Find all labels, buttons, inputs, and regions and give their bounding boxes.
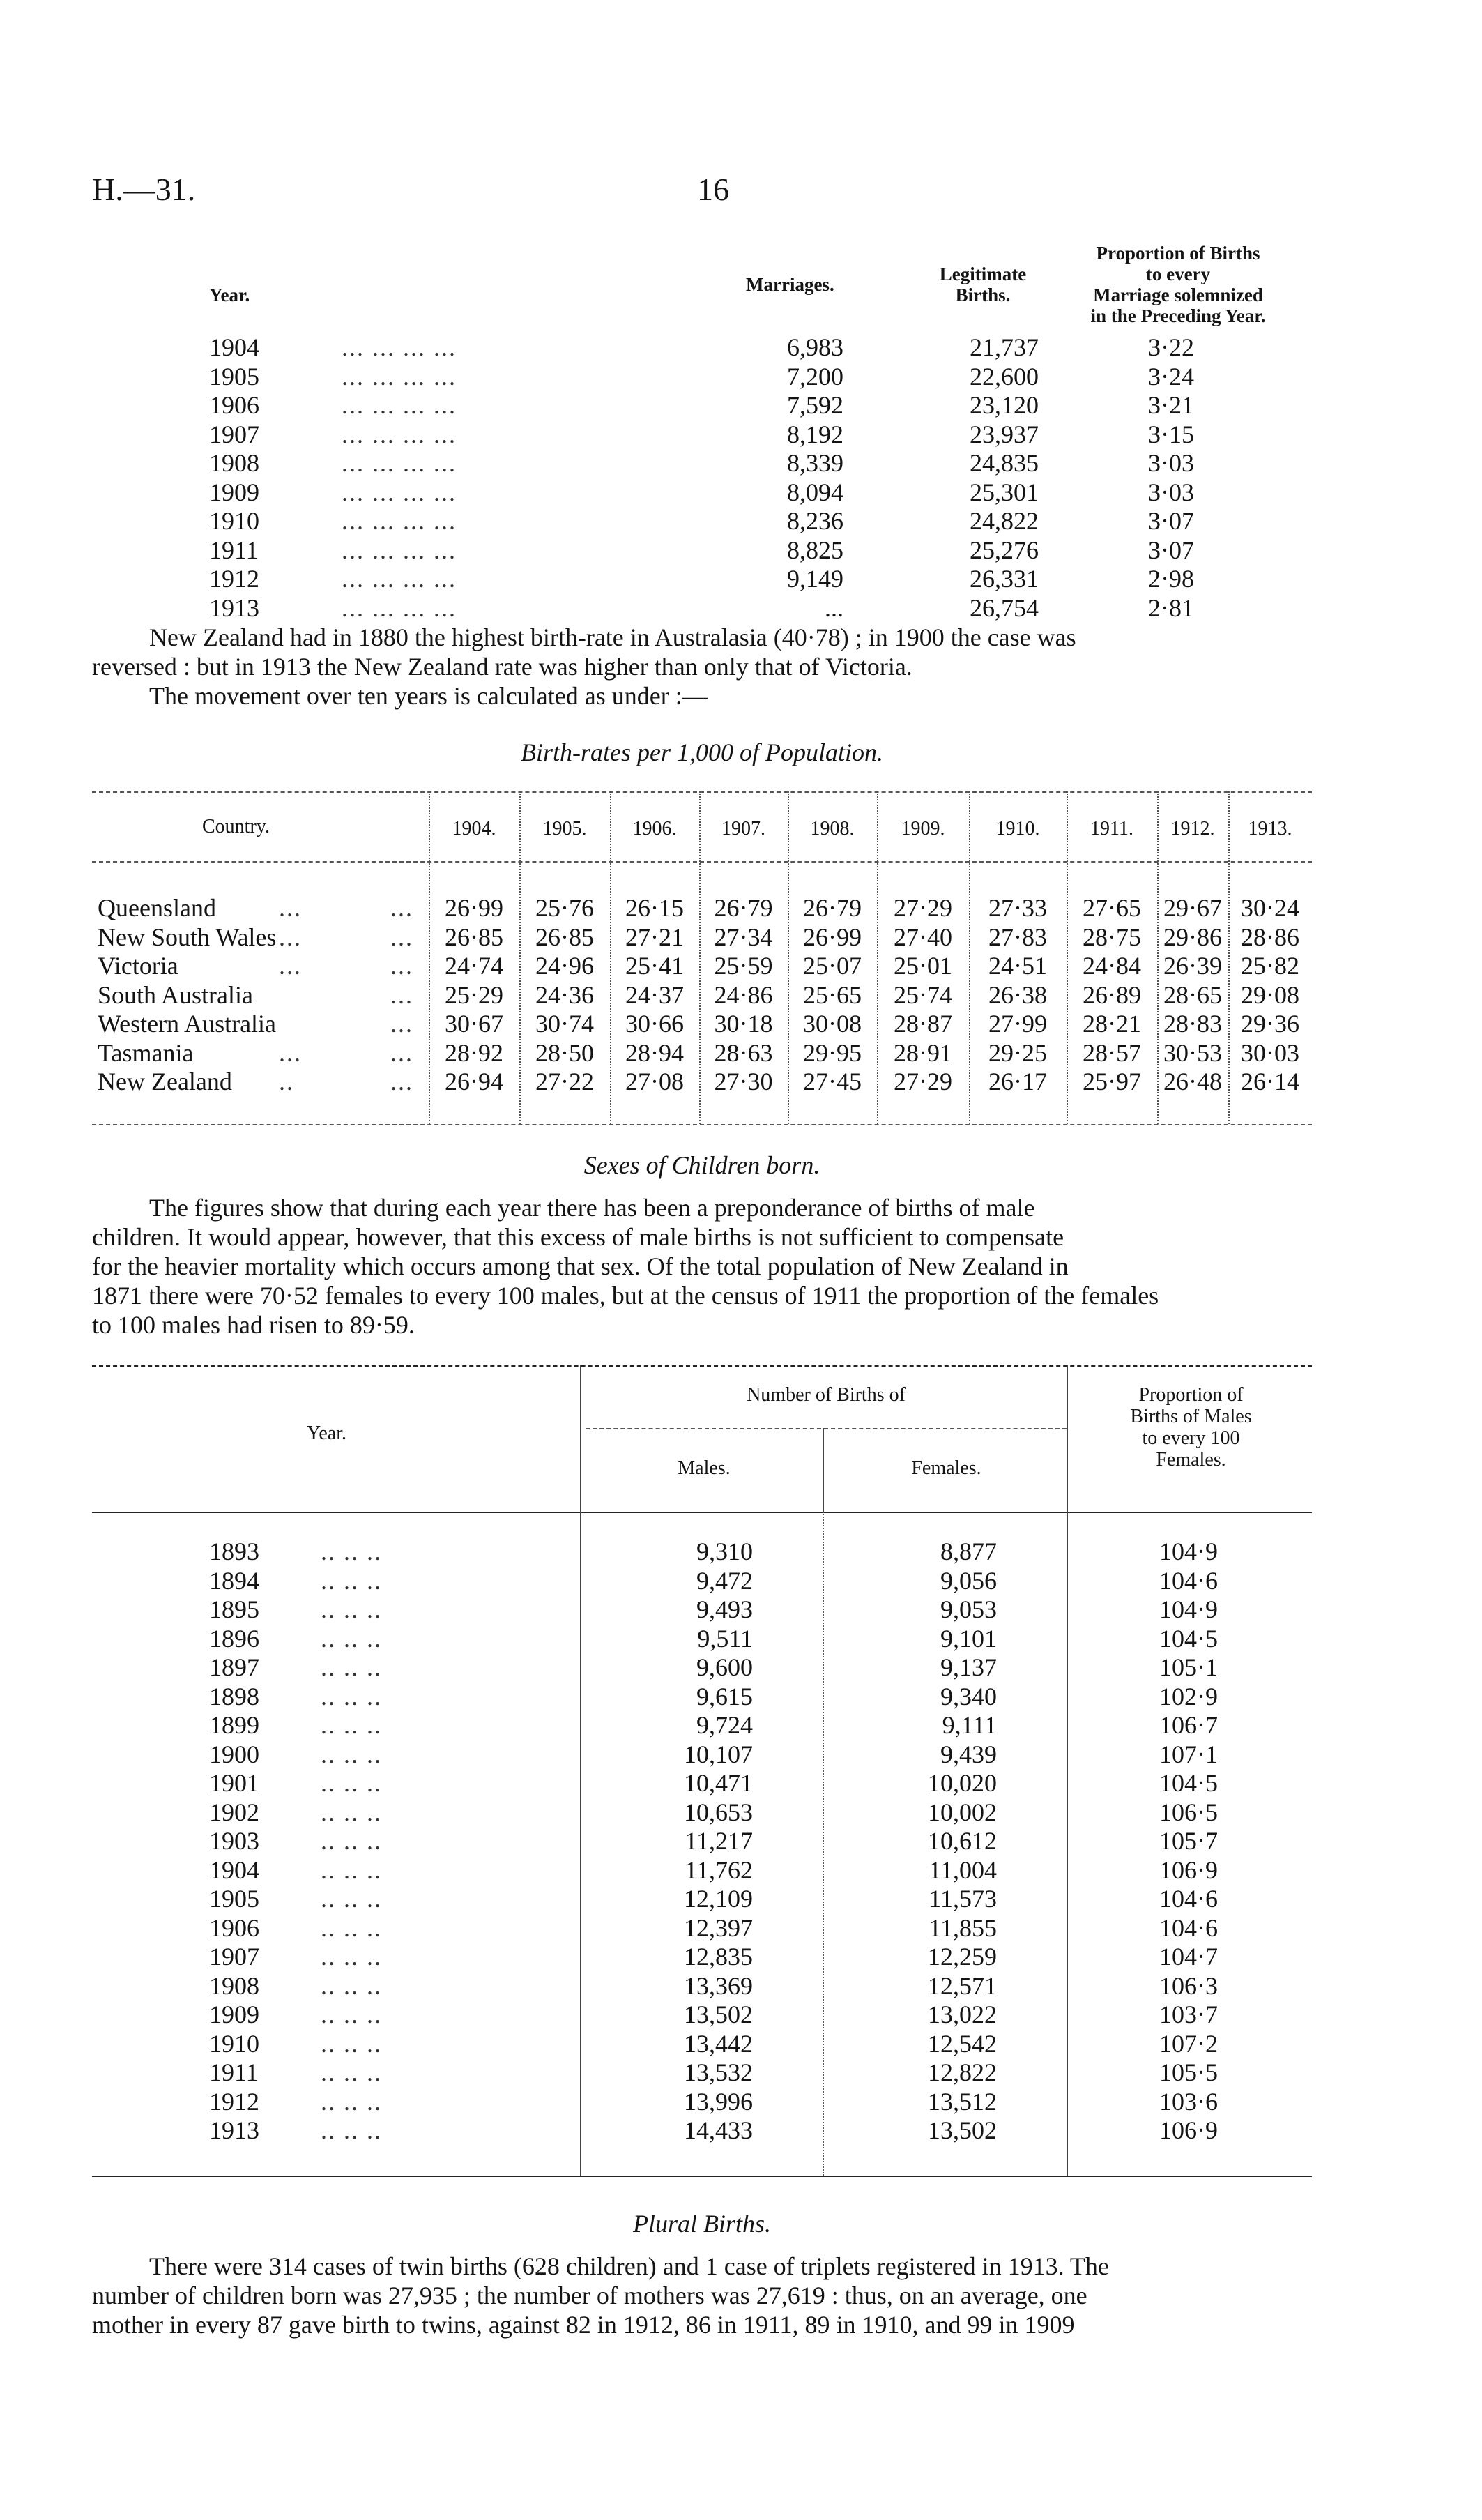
dot-leader: .. .. .. [321, 1798, 382, 1826]
col-header-country: Country. [202, 816, 270, 837]
table-row-year: 1908 [209, 1971, 259, 2000]
dot-leader: ... [390, 923, 413, 951]
table-row-year: 1895 [209, 1595, 259, 1623]
table-row-ratio: 104·7 [1159, 1943, 1218, 1971]
birthrate-value: 24·74 [445, 952, 503, 980]
table-row-females: 9,056 [940, 1566, 997, 1595]
sex-col-header-proportion-2: Births of Males [1130, 1406, 1252, 1427]
table-row-females: 11,004 [929, 1855, 997, 1884]
sex-col-header-proportion-4: Females. [1156, 1449, 1226, 1471]
table-row-births: 24,835 [970, 449, 1039, 477]
table-row-year: 1906 [209, 391, 259, 419]
birthrate-value: 26·85 [445, 923, 503, 951]
table-row-year: 1901 [209, 1769, 259, 1797]
birthrate-value: 30·08 [803, 1010, 862, 1038]
country-name: Tasmania [98, 1038, 194, 1067]
table-row-marriages: 8,192 [787, 420, 843, 448]
table-row-females: 12,822 [928, 2058, 997, 2086]
birthrate-value: 27·45 [803, 1068, 862, 1095]
sex-table-rule-top [92, 1365, 1312, 1367]
col-header-year: Year. [209, 284, 250, 305]
table-row-year: 1912 [209, 565, 259, 593]
dot-leader: .. .. .. [321, 1595, 382, 1623]
birthrate-value: 29·86 [1163, 923, 1222, 951]
country-name: Victoria [98, 952, 178, 980]
table-row-year: 1908 [209, 449, 259, 477]
col-header-proportion-2: to every [1145, 264, 1211, 284]
dot-leader: .. .. .. [321, 2058, 382, 2086]
plural-section-title: Plural Births. [632, 2210, 772, 2238]
birthrate-value: 30·03 [1241, 1038, 1299, 1067]
birthrate-value: 26·79 [803, 894, 862, 922]
dot-leader: .. [279, 1068, 294, 1095]
birthrate-value: 26·85 [535, 923, 594, 951]
sex-col-header-females: Females. [911, 1457, 981, 1479]
birthrate-value: 29·08 [1241, 980, 1299, 1009]
table-row-year: 1907 [209, 420, 259, 448]
table-row-marriages: ... [825, 593, 843, 622]
table-row-females: 13,512 [928, 2087, 997, 2116]
sex-table-divider-2 [823, 1428, 824, 1512]
table-row-ratio: 2·98 [1148, 565, 1194, 593]
dot-leader: ... ... ... ... [342, 333, 457, 361]
birthrate-value: 25·01 [894, 952, 952, 980]
birthrate-value: 28·94 [625, 1038, 684, 1067]
birthrate-value: 30·24 [1241, 894, 1299, 922]
sex-col-header-proportion-3: to every 100 [1142, 1427, 1240, 1449]
birthrate-value: 26·99 [445, 894, 503, 922]
table-row-year: 1903 [209, 1827, 259, 1855]
birthrate-value: 27·40 [894, 923, 952, 951]
table-row-males: 9,472 [696, 1566, 753, 1595]
table-row-ratio: 104·5 [1159, 1624, 1218, 1653]
table-row-year: 1897 [209, 1653, 259, 1681]
col-header-marriages: Marriages. [746, 274, 834, 295]
table-row-males: 11,217 [685, 1827, 753, 1855]
dot-leader: ... ... ... ... [342, 391, 457, 419]
col-header-year: 1912. [1170, 818, 1215, 840]
table-row-ratio: 103·6 [1159, 2087, 1218, 2116]
birthrate-value: 24·37 [625, 980, 684, 1009]
dot-leader: ... ... ... ... [342, 565, 457, 593]
birthrate-value: 25·59 [714, 952, 773, 980]
col-header-proportion-4: in the Preceding Year. [1090, 305, 1266, 326]
table-row-ratio: 3·15 [1148, 420, 1194, 448]
table-row-females: 13,022 [928, 2001, 997, 2028]
table-row-births: 21,737 [970, 333, 1039, 361]
dot-leader: .. .. .. [321, 1624, 382, 1653]
birthrate-value: 29·36 [1241, 1010, 1299, 1038]
table-row-males: 12,397 [684, 1913, 753, 1942]
table-row-ratio: 3·21 [1148, 391, 1194, 419]
col-header-year: 1909. [901, 818, 945, 840]
birthrate-value: 30·66 [625, 1010, 684, 1038]
table-row-year: 1899 [209, 1711, 259, 1739]
birthrate-value: 25·29 [445, 980, 503, 1009]
dot-leader: ... ... ... ... [342, 362, 457, 390]
table-row-ratio: 107·2 [1159, 2029, 1218, 2058]
birthrate-paragraph-line-2: reversed : but in 1913 the New Zealand rate was higher than only that of Victoria. [92, 653, 912, 681]
table-row-females: 9,340 [940, 1682, 997, 1710]
dot-leader: .. .. .. [321, 1682, 382, 1710]
dot-leader: ... [279, 1038, 302, 1067]
table-row-ratio: 3·07 [1148, 536, 1194, 564]
table-row-males: 10,653 [684, 1798, 753, 1826]
table-row-males: 10,107 [684, 1740, 753, 1768]
dot-leader: ... [390, 980, 413, 1009]
plural-paragraph-line-2: number of children born was 27,935 ; the number of mothers was 27,619 : thus, on an average, one [92, 2282, 1087, 2309]
dot-leader: .. .. .. [321, 1971, 382, 2000]
sexes-section-title: Sexes of Children born. [583, 1151, 820, 1179]
table-row-ratio: 104·9 [1159, 1595, 1218, 1623]
dot-leader: .. .. .. [321, 2029, 382, 2058]
dot-leader: ... [390, 1038, 413, 1067]
table-row-marriages: 9,149 [787, 565, 843, 593]
table-row-births: 23,937 [970, 420, 1039, 448]
table-row-ratio: 105·5 [1159, 2058, 1218, 2086]
country-name: Western Australia [98, 1010, 277, 1038]
table-row-ratio: 106·9 [1159, 2116, 1218, 2144]
col-header-year: 1905. [542, 818, 587, 840]
table-row-ratio: 102·9 [1159, 1682, 1218, 1710]
dot-leader: ... [279, 894, 302, 922]
table-row-females: 11,855 [929, 1913, 997, 1942]
birthrate-paragraph-line-1: New Zealand had in 1880 the highest birth-rate in Australasia (40·78) ; in 1900 the case was [149, 623, 1076, 651]
birthrate-value: 24·36 [535, 980, 594, 1009]
table-row-females: 12,571 [928, 1971, 997, 2000]
table-row-year: 1896 [209, 1624, 259, 1653]
col-header-year: 1913. [1248, 818, 1292, 840]
table-row-ratio: 106·5 [1159, 1798, 1218, 1826]
col-header-proportion-1: Proportion of Births [1096, 243, 1260, 264]
sexes-paragraph-line-2: children. It would appear, however, that this excess of male births is not sufficient to compensate [92, 1223, 1064, 1251]
table-row-births: 26,754 [970, 593, 1039, 622]
sex-table-divider-3 [1067, 1365, 1068, 2176]
table-row-ratio: 3·07 [1148, 507, 1194, 535]
table-row-marriages: 8,094 [787, 478, 843, 506]
table-row-males: 10,471 [684, 1769, 753, 1797]
table-row-year: 1905 [209, 362, 259, 390]
birthrate-value: 26·99 [803, 923, 862, 951]
birthrate-value: 28·75 [1083, 923, 1141, 951]
sex-col-header-year: Year. [307, 1422, 347, 1444]
table-row-females: 12,259 [928, 1943, 997, 1971]
dot-leader: .. .. .. [321, 1943, 382, 1971]
birthrate-value: 25·74 [894, 980, 952, 1009]
col-header-year: 1908. [810, 818, 855, 840]
table-row-males: 12,109 [684, 1885, 753, 1913]
col-header-legitimate-2: Births. [955, 284, 1011, 305]
birthrate-value: 28·92 [445, 1038, 503, 1067]
birthrate-paragraph-line-3: The movement over ten years is calculated as under :— [149, 682, 708, 710]
birthrate-value: 26·17 [988, 1068, 1047, 1095]
table-row-females: 9,137 [940, 1653, 997, 1681]
dot-leader: ... ... ... ... [342, 478, 457, 506]
table-row-ratio: 3·03 [1148, 478, 1194, 506]
birthrate-value: 25·82 [1241, 952, 1299, 980]
table-row-marriages: 8,825 [787, 536, 843, 564]
table-row-females: 10,020 [928, 1769, 997, 1797]
table-row-year: 1900 [209, 1740, 259, 1768]
dot-leader: .. .. .. [321, 1913, 382, 1942]
col-header-year: 1904. [452, 818, 496, 840]
col-header-legitimate-1: Legitimate [939, 264, 1027, 284]
country-name: New South Wales [98, 923, 277, 951]
table-row-females: 9,439 [940, 1740, 997, 1768]
table-row-females: 13,502 [928, 2116, 997, 2144]
table-row-births: 24,822 [970, 507, 1039, 535]
table-row-females: 9,101 [940, 1624, 997, 1653]
table-row-females: 9,111 [942, 1711, 997, 1739]
table-row-males: 13,442 [684, 2029, 753, 2058]
birthrate-value: 30·74 [535, 1010, 594, 1038]
table-row-ratio: 103·7 [1159, 2001, 1218, 2028]
table-row-year: 1910 [209, 2029, 259, 2058]
table-row-year: 1904 [209, 333, 259, 361]
table-row-year: 1913 [209, 593, 259, 622]
dot-leader: .. .. .. [321, 1538, 382, 1565]
table-row-males: 9,724 [696, 1711, 753, 1739]
birthrate-value: 26·79 [714, 894, 773, 922]
table-row-females: 8,877 [940, 1538, 997, 1565]
dot-leader: ... ... ... ... [342, 593, 457, 622]
table-row-year: 1893 [209, 1538, 259, 1565]
dot-leader: .. .. .. [321, 1885, 382, 1913]
dot-leader: ... [279, 923, 302, 951]
birthrate-value: 24·51 [988, 952, 1047, 980]
table-row-year: 1912 [209, 2087, 259, 2116]
table-row-year: 1911 [209, 2058, 259, 2086]
table-row-males: 14,433 [684, 2116, 753, 2144]
table-row-ratio: 104·6 [1159, 1885, 1218, 1913]
col-header-proportion-3: Marriage solemnized [1093, 284, 1263, 305]
birthrate-value: 26·38 [988, 980, 1047, 1009]
plural-paragraph-line-1: There were 314 cases of twin births (628 children) and 1 case of triplets registered in 1913. The [149, 2252, 1109, 2280]
country-name: New Zealand [98, 1068, 232, 1095]
col-header-year: 1911. [1090, 818, 1133, 840]
dot-leader: ... [390, 894, 413, 922]
sex-table-rule-subheader [586, 1428, 1067, 1429]
birthrate-value: 28·21 [1083, 1010, 1141, 1038]
dot-leader: ... [390, 952, 413, 980]
sexes-paragraph-line-3: for the heavier mortality which occurs among that sex. Of the total population of New Zealand in [92, 1252, 1069, 1280]
table-row-males: 13,502 [684, 2001, 753, 2028]
birthrate-value: 25·76 [535, 894, 594, 922]
birthrate-value: 28·50 [535, 1038, 594, 1067]
table-row-births: 25,276 [970, 536, 1039, 564]
birthrate-value: 26·89 [1083, 980, 1141, 1009]
dot-leader: ... ... ... ... [342, 507, 457, 535]
table-row-year: 1910 [209, 507, 259, 535]
sexes-paragraph-line-5: to 100 males had risen to 89·59. [92, 1311, 415, 1339]
dot-leader: ... [279, 952, 302, 980]
sexes-paragraph-line-4: 1871 there were 70·52 females to every 100 males, but at the census of 1911 the proportion of the females [92, 1282, 1159, 1310]
birthrate-value: 26·15 [625, 894, 684, 922]
table-row-ratio: 3·24 [1148, 362, 1194, 390]
country-name: South Australia [98, 980, 253, 1009]
birthrate-value: 29·67 [1163, 894, 1222, 922]
table-row-females: 10,002 [928, 1798, 997, 1826]
birthrate-value: 27·83 [988, 923, 1047, 951]
birthrate-value: 27·22 [535, 1068, 594, 1095]
table-row-ratio: 3·03 [1148, 449, 1194, 477]
table-row-males: 9,493 [696, 1595, 753, 1623]
birthrate-value: 29·25 [988, 1038, 1047, 1067]
birthrate-value: 27·99 [988, 1010, 1047, 1038]
table-row-year: 1905 [209, 1885, 259, 1913]
col-header-year: 1910. [995, 818, 1040, 840]
birthrate-value: 26·39 [1163, 952, 1222, 980]
dot-leader: .. .. .. [321, 2001, 382, 2028]
table-row-ratio: 2·81 [1148, 593, 1194, 622]
table-row-males: 13,996 [684, 2087, 753, 2116]
birthrate-value: 27·29 [894, 1068, 952, 1095]
birthrate-value: 30·53 [1163, 1038, 1222, 1067]
table-row-ratio: 104·9 [1159, 1538, 1218, 1565]
sex-col-header-proportion-1: Proportion of [1138, 1384, 1244, 1406]
page-number: 16 [697, 172, 729, 207]
table-row-marriages: 8,339 [787, 449, 843, 477]
dot-leader: ... [390, 1068, 413, 1095]
dot-leader: .. .. .. [321, 1769, 382, 1797]
birthrate-value: 25·65 [803, 980, 862, 1009]
table-row-females: 12,542 [928, 2029, 997, 2058]
birthrate-value: 25·41 [625, 952, 684, 980]
table-row-ratio: 3·22 [1148, 333, 1194, 361]
sex-table-divider-2b [823, 1512, 824, 2176]
table-row-marriages: 6,983 [787, 333, 843, 361]
col-header-year: 1906. [632, 818, 677, 840]
table-row-males: 9,310 [696, 1538, 753, 1565]
birthrate-value: 27·65 [1083, 894, 1141, 922]
sex-table-rule-header [92, 1512, 1312, 1513]
table-row-ratio: 104·6 [1159, 1566, 1218, 1595]
birthrate-value: 25·07 [803, 952, 862, 980]
birthrate-value: 27·29 [894, 894, 952, 922]
dot-leader: .. .. .. [321, 1855, 382, 1884]
table-row-females: 10,612 [928, 1827, 997, 1855]
table-row-births: 22,600 [970, 362, 1039, 390]
birthrate-value: 26·48 [1163, 1068, 1222, 1095]
country-name: Queensland [98, 894, 216, 922]
table-row-ratio: 104·6 [1159, 1913, 1218, 1942]
birthrate-value: 27·21 [625, 923, 684, 951]
dot-leader: .. .. .. [321, 2087, 382, 2116]
table-row-males: 9,511 [697, 1624, 753, 1653]
col-header-year: 1907. [721, 818, 765, 840]
table-row-births: 25,301 [970, 478, 1039, 506]
table-row-year: 1909 [209, 2001, 259, 2028]
dot-leader: ... ... ... ... [342, 420, 457, 448]
table-row-ratio: 106·9 [1159, 1855, 1218, 1884]
table-row-ratio: 106·3 [1159, 1971, 1218, 2000]
table-row-ratio: 105·1 [1159, 1653, 1218, 1681]
table-rule-bottom [92, 1124, 1312, 1125]
table-rule-top [92, 791, 1312, 793]
birthrate-value: 29·95 [803, 1038, 862, 1067]
table-row-males: 13,369 [684, 1971, 753, 2000]
sex-table-divider-1 [580, 1365, 581, 2176]
birthrate-value: 28·91 [894, 1038, 952, 1067]
table-row-year: 1913 [209, 2116, 259, 2144]
table-row-marriages: 7,592 [787, 391, 843, 419]
birthrate-value: 30·18 [714, 1010, 773, 1038]
table-row-ratio: 107·1 [1159, 1740, 1218, 1768]
birthrates-table-title: Birth-rates per 1,000 of Population. [521, 738, 883, 766]
table-row-year: 1909 [209, 478, 259, 506]
table-row-year: 1904 [209, 1855, 259, 1884]
table-row-males: 9,615 [696, 1682, 753, 1710]
birthrate-value: 28·87 [894, 1010, 952, 1038]
table-row-females: 9,053 [940, 1595, 997, 1623]
birthrate-value: 27·33 [988, 894, 1047, 922]
table-row-males: 9,600 [696, 1653, 753, 1681]
birthrate-value: 27·34 [714, 923, 773, 951]
birthrate-value: 28·86 [1241, 923, 1299, 951]
dot-leader: ... ... ... ... [342, 536, 457, 564]
birthrate-value: 26·14 [1241, 1068, 1299, 1095]
table-rule-header [92, 861, 1312, 863]
table-row-males: 11,762 [685, 1855, 753, 1884]
table-row-year: 1907 [209, 1943, 259, 1971]
table-row-births: 23,120 [970, 391, 1039, 419]
dot-leader: .. .. .. [321, 2116, 382, 2144]
sex-table-rule-bottom [92, 2176, 1312, 2177]
sex-col-header-number: Number of Births of [747, 1384, 906, 1406]
table-row-births: 26,331 [970, 565, 1039, 593]
birthrate-value: 28·63 [714, 1038, 773, 1067]
birthrate-value: 27·08 [625, 1068, 684, 1095]
dot-leader: .. .. .. [321, 1740, 382, 1768]
birthrate-value: 24·86 [714, 980, 773, 1009]
table-row-marriages: 7,200 [787, 362, 843, 390]
dot-leader: ... [390, 1010, 413, 1038]
table-row-year: 1898 [209, 1682, 259, 1710]
birthrate-value: 25·97 [1083, 1068, 1141, 1095]
table-row-females: 11,573 [929, 1885, 997, 1913]
dot-leader: .. .. .. [321, 1827, 382, 1855]
table-row-marriages: 8,236 [787, 507, 843, 535]
table-row-males: 12,835 [684, 1943, 753, 1971]
birthrate-value: 26·94 [445, 1068, 503, 1095]
table-row-year: 1911 [209, 536, 259, 564]
dot-leader: ... ... ... ... [342, 449, 457, 477]
birthrate-value: 27·30 [714, 1068, 773, 1095]
table-row-ratio: 104·5 [1159, 1769, 1218, 1797]
table-row-ratio: 105·7 [1159, 1827, 1218, 1855]
birthrate-value: 28·57 [1083, 1038, 1141, 1067]
plural-paragraph-line-3: mother in every 87 gave birth to twins, against 82 in 1912, 86 in 1911, 89 in 1910, and 99 in 1909 [92, 2311, 1075, 2339]
birthrate-value: 28·65 [1163, 980, 1222, 1009]
birthrate-value: 24·84 [1083, 952, 1141, 980]
table-row-ratio: 106·7 [1159, 1711, 1218, 1739]
sex-col-header-males: Males. [678, 1457, 731, 1479]
table-row-year: 1902 [209, 1798, 259, 1826]
sexes-paragraph-line-1: The figures show that during each year there has been a preponderance of births of male [149, 1194, 1035, 1222]
table-row-males: 13,532 [684, 2058, 753, 2086]
dot-leader: .. .. .. [321, 1711, 382, 1739]
dot-leader: .. .. .. [321, 1653, 382, 1681]
table-row-year: 1894 [209, 1566, 259, 1595]
dot-leader: .. .. .. [321, 1566, 382, 1595]
birthrate-value: 30·67 [445, 1010, 503, 1038]
report-code: H.—31. [92, 172, 196, 207]
table-row-year: 1906 [209, 1913, 259, 1942]
birthrate-value: 24·96 [535, 952, 594, 980]
birthrate-value: 28·83 [1163, 1010, 1222, 1038]
